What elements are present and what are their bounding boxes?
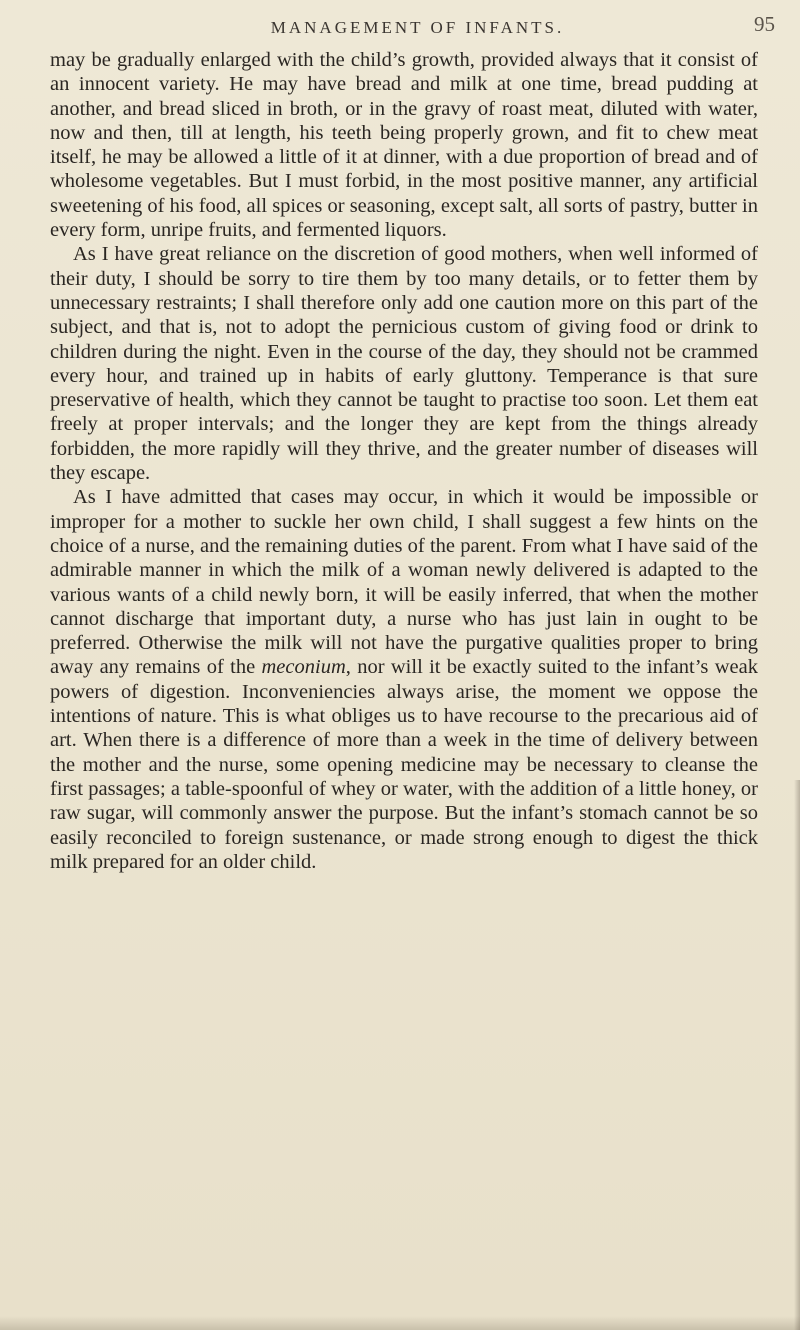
text-run: , nor will it be exactly suited to the infant’s weak powers of digestion. Inconveniencies always arise, the moment we oppose the intentions of nature. This is what obliges us to have recourse to the precarious aid of art. When there is a difference of more than a week in the time of delivery between the mother and the nurse, some opening medicine may be necessary to cleanse the first passages; a table-spoonful of whey or water, with the addition of a little honey, or raw sugar, will commonly answer the purpose. But the infant’s stomach cannot be so easily reconciled to foreign sustenance, or made strong enough to digest the thick milk prepared for an older child.	[50, 656, 758, 873]
text-run: As I have admitted that cases may occur, in which it would be impossible or improper for a mother to suckle her own child, I shall suggest a few hints on the choice of a nurse, and the remaining duties of the parent. From what I have said of the admirable manner in which the milk of a woman newly delivered is adapted to the various wants of a child newly born, it will be easily inferred, that when the mother cannot discharge that important duty, a nurse who has just lain in ought to be preferred. Otherwise the milk will not have the purgative qualities proper to bring away any remains of the	[50, 486, 758, 679]
paragraph-2	[50, 242, 758, 485]
paragraph-1	[50, 48, 758, 242]
body-text	[50, 48, 758, 874]
text-run: may be gradually enlarged with the child’s growth, provided always that it consist of an innocent variety. He may have bread and milk at one time, bread pudding at another, and bread sliced in broth, or in the gravy of roast meat, diluted with water, now and then, till at length, his teeth being properly grown, and fit to chew meat itself, he may be allowed a little of it at dinner, with a due proportion of bread and of wholesome vegetables. But I must forbid, in the most positive manner, any artificial sweetening of his food, all spices or seasoning, except salt, all sorts of pastry, butter in every form, unripe fruits, and fermented liquors.	[50, 49, 758, 242]
running-head: MANAGEMENT OF INFANTS.	[270, 18, 565, 37]
page-number: 95	[754, 12, 775, 36]
paragraph-3	[50, 485, 758, 874]
page-bottom-shadow	[0, 1316, 800, 1330]
page-edge-shadow	[794, 780, 800, 1330]
italic-term: meconium	[261, 656, 346, 679]
text-run: As I have great reliance on the discretion of good mothers, when well informed of their duty, I should be sorry to tire them by too many details, or to fetter them by unnecessary restraints; I shall therefore only add one caution more on this part of the subject, and that is, not to adopt the pernicious custom of giving food or drink to children during the night. Even in the course of the day, they should not be crammed every hour, and trained up in habits of early gluttony. Temperance is that sure preservative of health, which they cannot be taught to practise too soon. Let them eat freely at proper intervals; and the longer they are kept from the things already forbidden, the more rapidly will they thrive, and the greater number of diseases will they escape.	[50, 243, 758, 485]
page-header	[60, 6, 775, 46]
